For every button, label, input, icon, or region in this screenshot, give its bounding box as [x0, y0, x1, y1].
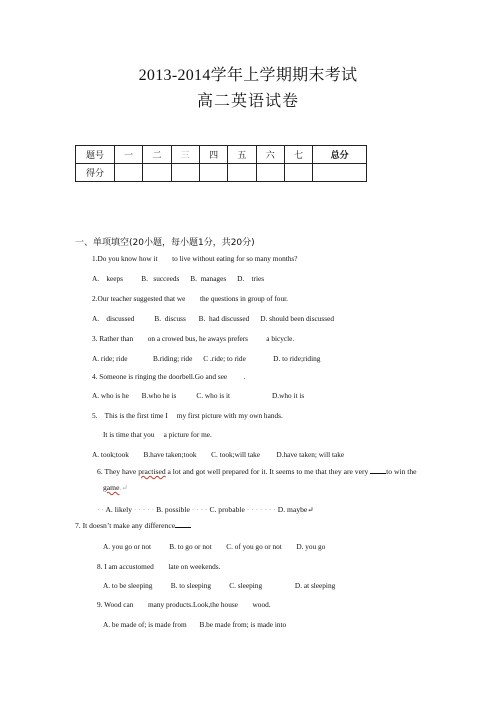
score-table-header-row [76, 146, 367, 164]
exam-title: 2013-2014学年上学期期末考试 [138, 67, 358, 84]
question-5-options: A. took;took B.have taken;took C. took;will take D.have taken; will take [92, 450, 345, 459]
score-table-cell: 总分 [313, 146, 367, 164]
answer-blank [175, 521, 191, 528]
score-input-cell[interactable] [115, 164, 143, 182]
question-3-stem: 3. Rather than on a crowed bus, he aways prefers a bicycle. [92, 334, 295, 343]
question-8-options: A. to be sleeping B. to sleeping C. sleeping D. at sleeping [103, 581, 336, 590]
question-6-stem [97, 467, 417, 476]
question-6-stem-text: a lot and got well prepared for it. It seems to me that they are very [165, 467, 371, 476]
score-table-cell: 二 [143, 146, 171, 164]
spellcheck-word: game [103, 483, 120, 492]
question-4-options: A. who is he B.who he is C. who is it D.who it is [92, 391, 305, 400]
spellcheck-word: practised [138, 467, 166, 476]
score-table-cell: 三 [171, 146, 199, 164]
section-heading: 一、单项填空(20小题，每小题1分，共20分) [75, 238, 255, 248]
score-input-cell[interactable] [313, 164, 367, 182]
question-4-stem: 4. Someone is ringing the doorbell.Go and see . [92, 372, 246, 381]
score-input-cell[interactable] [143, 164, 171, 182]
score-table-cell: 得分 [76, 164, 115, 182]
question-7-options: A. you go or not B. to go or not C. of you go or not D. you go [103, 542, 326, 551]
score-table-cell: 四 [199, 146, 227, 164]
question-6-stem-text: to win the [386, 467, 417, 476]
question-5-stem: 5. This is the first time I my first picture with my own hands. [92, 411, 283, 420]
question-5-stem-2: It is time that you a picture for me. [103, 430, 212, 439]
exam-subtitle: 高二英语试卷 [196, 93, 299, 110]
question-8-stem: 8. I am accustomed late on weekends. [97, 562, 221, 571]
question-6-option-b: B. possible [156, 505, 190, 514]
score-table [75, 145, 367, 182]
question-6-stem-text: 6. They have [97, 467, 139, 476]
question-6-option-c: C. probable [209, 505, 245, 514]
question-2-stem: 2.Our teacher suggested that we the questions in group of four. [92, 294, 288, 303]
question-1-options: A. keeps B. succeeds B. manages D. tries [92, 274, 265, 283]
score-input-cell[interactable] [256, 164, 284, 182]
question-9-stem: 9. Wood can many products.Look,the house wood. [97, 600, 271, 609]
score-input-cell[interactable] [284, 164, 312, 182]
score-table-cell: 七 [284, 146, 312, 164]
question-1-stem: 1.Do you know how it to live without eating for so many months? [92, 254, 298, 263]
score-table-cell: 五 [228, 146, 256, 164]
question-3-options: A. ride; ride B.riding; ride C .ride; to ride D. to ride;riding [92, 354, 321, 363]
question-2-options: A. discussed B. discuss B. had discussed D. should been discussed [92, 314, 335, 323]
answer-blank [370, 467, 386, 474]
question-7-stem [75, 521, 191, 530]
question-7-stem-text: 7. It doesn’t make any difference [75, 521, 176, 530]
paragraph-mark: .↵ [119, 483, 128, 492]
question-6-option-a: A. likely [105, 505, 133, 514]
score-table-cell: 题号 [76, 146, 115, 164]
score-input-cell[interactable] [228, 164, 256, 182]
score-input-cell[interactable] [199, 164, 227, 182]
score-table-score-row [76, 164, 367, 182]
question-6-option-d: D. maybe↵ [277, 505, 314, 514]
question-6-stem-line2 [103, 483, 128, 492]
question-6-options: · · A. likely · · · · · B. possible · · · · C. probable · · · · · · · D. maybe↵ [97, 505, 314, 514]
question-9-options: A. be made of; is made from B.be made from; is made into [103, 620, 287, 629]
score-table-cell: 一 [115, 146, 143, 164]
score-input-cell[interactable] [171, 164, 199, 182]
score-table-cell: 六 [256, 146, 284, 164]
